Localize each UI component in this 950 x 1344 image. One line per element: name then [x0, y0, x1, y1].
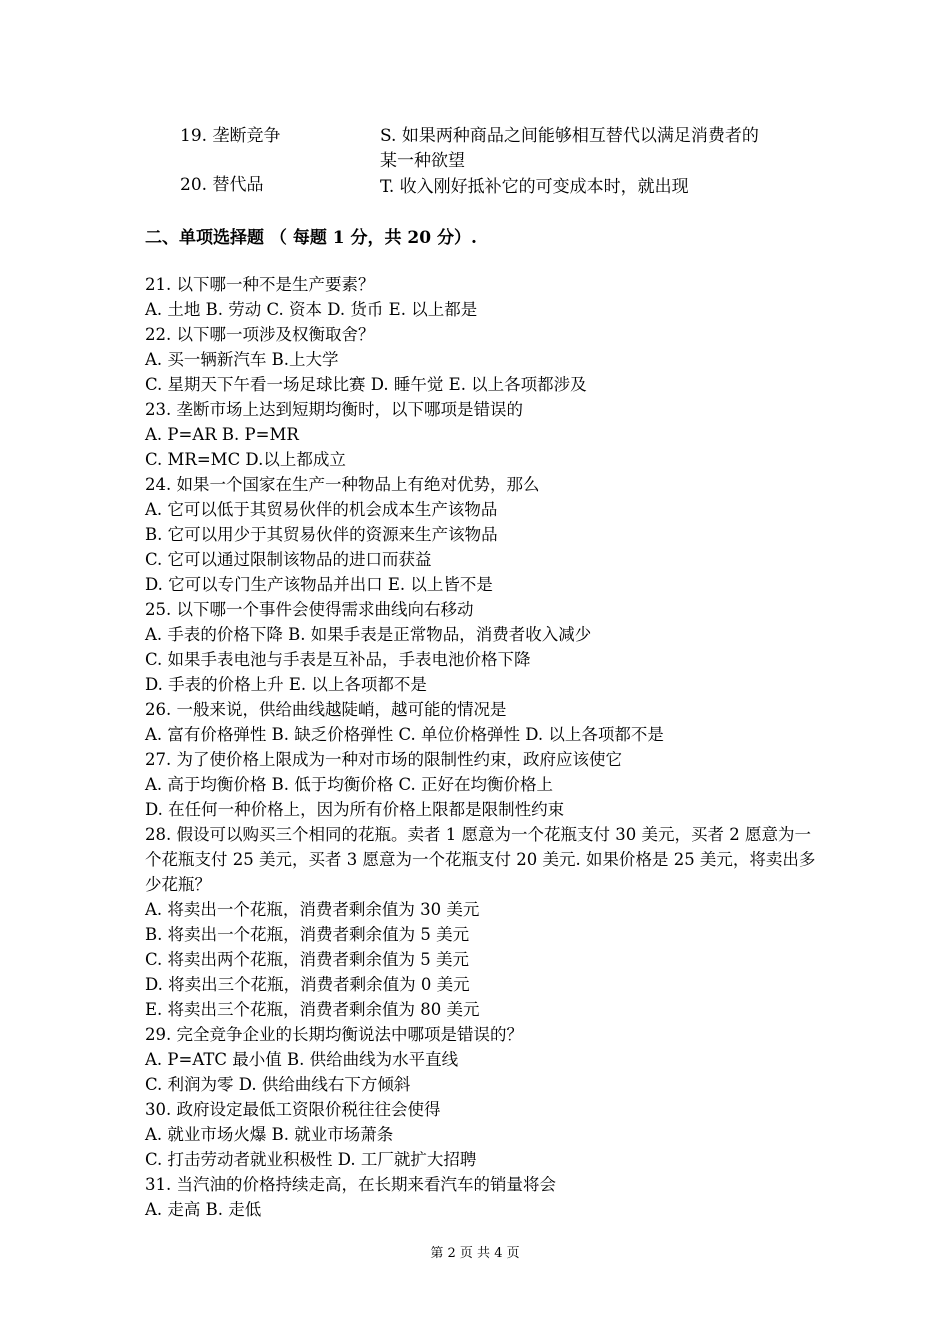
question-28-option-c: C. 将卖出两个花瓶，消费者剩余值为 5 美元: [145, 950, 470, 969]
question-29: 29. 完全竞争企业的长期均衡说法中哪项是错误的？: [145, 1025, 523, 1044]
question-29-options-1: A. P=ATC 最小值 B. 供给曲线为水平直线: [145, 1050, 459, 1069]
question-26: 26. 一般来说，供给曲线越陡峭，越可能的情况是: [145, 700, 507, 719]
question-28-option-d: D. 将卖出三个花瓶，消费者剩余值为 0 美元: [145, 975, 470, 994]
question-25-options-1: A. 手表的价格下降 B. 如果手表是正常物品，消费者收入减少: [145, 625, 592, 644]
question-25-options-2: D. 手表的价格上升 E. 以上各项都不是: [145, 675, 427, 694]
question-28-option-b: B. 将卖出一个花瓶，消费者剩余值为 5 美元: [145, 925, 470, 944]
matching-term-20: 20. 替代品: [180, 175, 264, 195]
section-title: 二、单项选择题 （ 每题 1 分，共 20 分）.: [145, 228, 477, 248]
question-23-options-2: C. MR=MC D.以上都成立: [145, 450, 346, 469]
question-25: 25. 以下哪一个事件会使得需求曲线向右移动: [145, 600, 474, 619]
question-25-option-c: C. 如果手表电池与手表是互补品，手表电池价格下降: [145, 650, 531, 669]
question-27-option-d: D. 在任何一种价格上，因为所有价格上限都是限制性约束: [145, 800, 565, 819]
question-26-options: A. 富有价格弹性 B. 缺乏价格弹性 C. 单位价格弹性 D. 以上各项都不是: [145, 725, 664, 744]
question-27-options-1: A. 高于均衡价格 B. 低于均衡价格 C. 正好在均衡价格上: [145, 775, 554, 794]
question-24-option-b: B. 它可以用少于其贸易伙伴的资源来生产该物品: [145, 525, 498, 544]
question-30-options-1: A. 就业市场火爆 B. 就业市场萧条: [145, 1125, 394, 1144]
question-30: 30. 政府设定最低工资限价税往往会使得: [145, 1100, 441, 1119]
question-28-option-e: E. 将卖出三个花瓶，消费者剩余值为 80 美元: [145, 1000, 480, 1019]
page-footer: 第 2 页 共 4 页: [430, 1246, 520, 1261]
matching-definition-t: T. 收入刚好抵补它的可变成本时，就出现: [380, 177, 689, 197]
question-24-option-a: A. 它可以低于其贸易伙伴的机会成本生产该物品: [145, 500, 498, 519]
question-22-options-2: C. 星期天下午看一场足球比赛 D. 睡午觉 E. 以上各项都涉及: [145, 375, 587, 394]
question-22-options-1: A. 买一辆新汽车 B.上大学: [145, 350, 339, 369]
question-31: 31. 当汽油的价格持续走高，在长期来看汽车的销量将会: [145, 1175, 556, 1194]
question-28: 28. 假设可以购买三个相同的花瓶。卖者 1 愿意为一个花瓶支付 30 美元，买者 2 愿意为一个花瓶支付 25 美元，买者 3 愿意为一个花瓶支付 20 美元. 如果价格是 25 美元，将卖出多少花瓶？: [145, 825, 816, 894]
question-28-option-a: A. 将卖出一个花瓶，消费者剩余值为 30 美元: [145, 900, 480, 919]
matching-term-19: 19. 垄断竞争: [180, 126, 281, 146]
question-31-options: A. 走高 B. 走低: [145, 1200, 262, 1219]
question-23-options-1: A. P=AR B. P=MR: [145, 425, 299, 444]
question-24-option-c: C. 它可以通过限制该物品的进口而获益: [145, 550, 432, 569]
question-22: 22. 以下哪一项涉及权衡取舍？: [145, 325, 375, 344]
question-23: 23. 垄断市场上达到短期均衡时，以下哪项是错误的: [145, 400, 523, 419]
matching-definition-s-line-1: S. 如果两种商品之间能够相互替代以满足消费者的: [380, 126, 759, 146]
question-list: [145, 272, 825, 1222]
matching-definition-s-line-2: 某一种欲望: [380, 151, 465, 171]
question-30-options-2: C. 打击劳动者就业积极性 D. 工厂就扩大招聘: [145, 1150, 477, 1169]
question-29-options-2: C. 利润为零 D. 供给曲线右下方倾斜: [145, 1075, 411, 1094]
question-21: 21. 以下哪一种不是生产要素？: [145, 275, 375, 294]
question-21-options: A. 土地 B. 劳动 C. 资本 D. 货币 E. 以上都是: [145, 300, 478, 319]
question-24: 24. 如果一个国家在生产一种物品上有绝对优势，那么: [145, 475, 540, 494]
question-24-option-d-e: D. 它可以专门生产该物品并出口 E. 以上皆不是: [145, 575, 493, 594]
question-27: 27. 为了使价格上限成为一种对市场的限制性约束，政府应该使它: [145, 750, 622, 769]
